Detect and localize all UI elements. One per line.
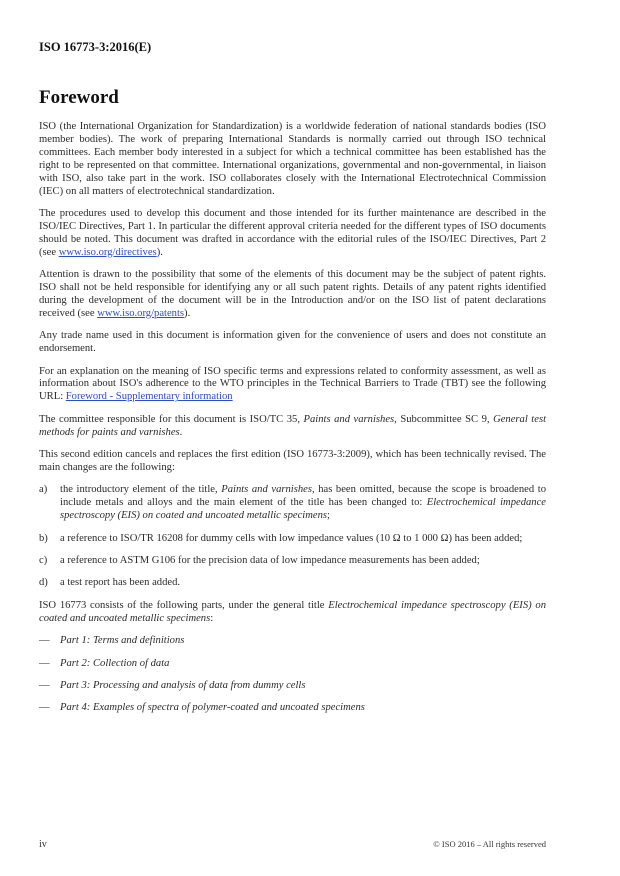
patents-link[interactable]: www.iso.org/patents	[97, 307, 185, 319]
list-item-part-1: — Part 1: Terms and definitions	[39, 635, 185, 647]
paragraph-procedures: The procedures used to develop this document and those intended for its further maintenance are described in the ISO/IEC Directives, Part 1. In particular the different approval criteria needed for the different types of ISO documents should be noted. This document was drafted in accordance with the editorial rules of the ISO/IEC Directives, Part 2 (see www.iso.org/directives).	[39, 207, 546, 258]
list-item-change-b: b) a reference to ISO/TR 16208 for dummy cells with low impedance values (10 Ω to 1 000 Ω) has been added;	[39, 532, 523, 544]
paragraph-patents: Attention is drawn to the possibility that some of the elements of this document may be the subject of patent rights. ISO shall not be held responsible for identifying any or all such patent rights. Details of any patent rights identified during the development of the document will be in the Introduction and/or on the ISO list of patent declarations received (see www.iso.org/patents).	[39, 269, 546, 319]
list-item-change-a: a) the introductory element of the title, Paints and varnishes, has been omitted, because the scope is broadened to include metals and alloys and the main element of the title has been changed to: Electrochemical impedance spectroscopy (EIS) on coated and uncoated metallic specimens;	[39, 484, 546, 522]
paragraph-edition: This second edition cancels and replaces the first edition (ISO 16773-3:2009), which has been technically revised. The main changes are the following:	[39, 449, 546, 473]
document-id-header: ISO 16773-3:2016(E)	[39, 40, 152, 54]
page-number: iv	[39, 839, 47, 850]
supplementary-info-link[interactable]: Foreword - Supplementary information	[65, 391, 233, 403]
paragraph-committee: The committee responsible for this document is ISO/TC 35, Paints and varnishes, Subcommittee SC 9, General test methods for paints and varnishes.	[39, 413, 547, 438]
list-marker: b)	[39, 532, 48, 544]
list-item-part-2: — Part 2: Collection of data	[39, 657, 170, 669]
list-marker: d)	[39, 577, 48, 589]
dash-marker: —	[39, 635, 50, 647]
list-item-change-d: d) a test report has been added.	[39, 577, 181, 589]
list-marker: c)	[39, 554, 48, 566]
dash-marker: —	[39, 679, 50, 691]
page-title: Foreword	[39, 87, 119, 108]
paragraph-iso-intro: ISO (the International Organization for Standardization) is a worldwide federation of national standards bodies (ISO member bodies). The work of preparing International Standards is normally carried out through ISO technical committees. Each member body interested in a subject for which a technical committee has been established has the right to be represented on that committee. International organizations, governmental and non-governmental, in liaison with ISO, also take part in the work. ISO collaborates closely with the International Electrotechnical Commission (IEC) on all matters of electrotechnical standardization.	[39, 121, 546, 197]
list-item-part-4: — Part 4: Examples of spectra of polymer-coated and uncoated specimens	[39, 702, 365, 714]
list-item-change-c: c) a reference to ASTM G106 for the precision data of low impedance measurements has been added;	[39, 554, 480, 566]
paragraph-trade-name: Any trade name used in this document is information given for the convenience of users and does not constitute an endorsement.	[39, 330, 546, 355]
dash-marker: —	[39, 702, 50, 714]
copyright-notice: © ISO 2016 – All rights reserved	[433, 839, 546, 849]
paragraph-conformity: For an explanation on the meaning of ISO specific terms and expressions related to conformity assessment, as well as information about ISO's adherence to the WTO principles in the Technical Barriers to Trade (TBT) see the following URL: Foreword - Supplementary information	[39, 365, 546, 403]
directives-link[interactable]: www.iso.org/directives	[58, 246, 157, 258]
dash-marker: —	[39, 657, 50, 669]
list-item-part-3: — Part 3: Processing and analysis of data from dummy cells	[39, 679, 306, 691]
foreword-body	[39, 121, 546, 725]
list-marker: a)	[39, 484, 48, 496]
paragraph-parts-intro: ISO 16773 consists of the following parts, under the general title Electrochemical impedance spectroscopy (EIS) on coated and uncoated metallic specimens:	[39, 599, 546, 624]
